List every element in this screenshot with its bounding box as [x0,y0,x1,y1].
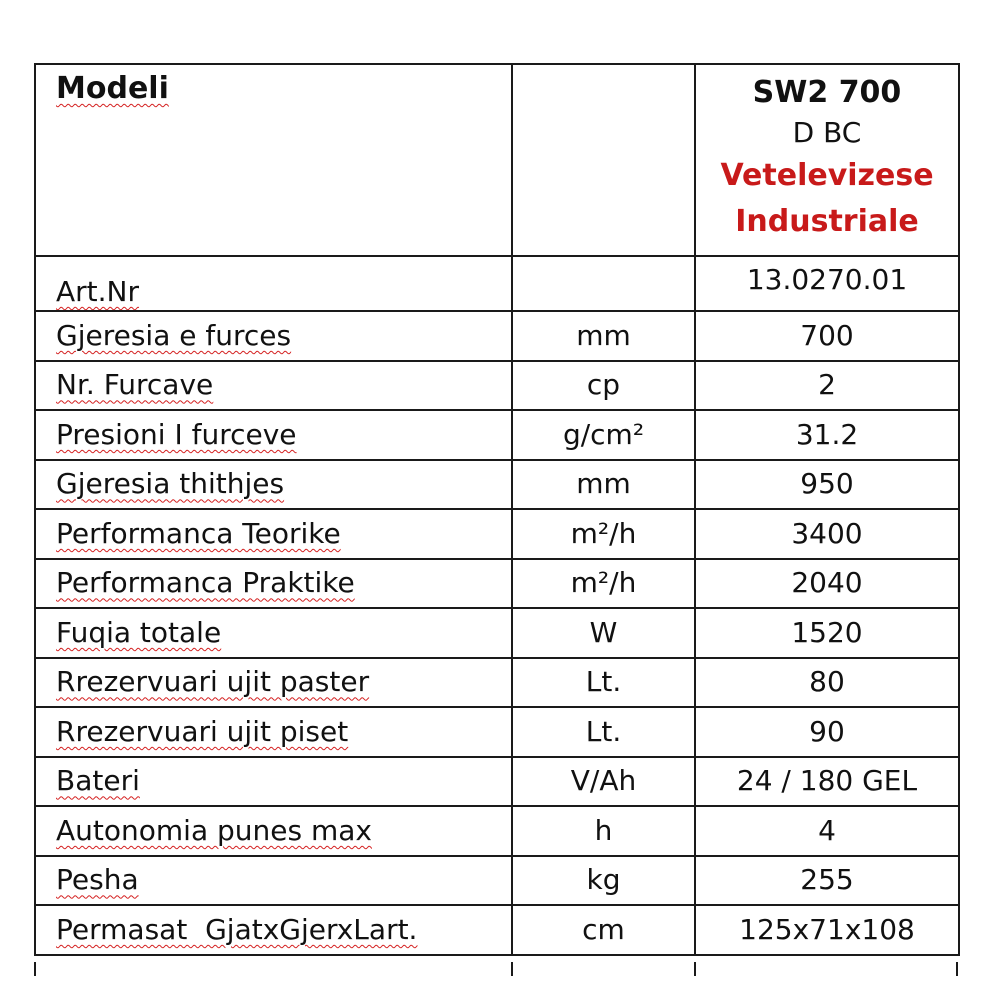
spec-value: 1520 [791,615,863,649]
spec-unit: mm [576,467,631,501]
spec-label: Pesha [56,863,139,897]
spec-row [35,608,959,658]
spec-label: Fuqia totale [56,615,222,649]
spec-value: 90 [809,714,845,748]
spec-unit: cm [582,912,625,946]
spec-row [35,707,959,757]
spec-unit: Lt. [585,714,622,748]
spec-unit-cell [512,707,695,757]
spec-label: Gjeresia e furces [56,318,292,352]
spec-unit: Lt. [585,665,622,699]
spec-label-cell [35,757,512,807]
spec-unit-cell [512,509,695,559]
artnr-value: 13.0270.01 [746,263,908,296]
spec-value-cell [695,311,959,361]
header-label: Modeli [56,71,169,106]
spec-label: Autonomia punes max [56,813,372,847]
spec-unit-cell [512,757,695,807]
spec-unit: g/cm² [562,417,645,451]
spec-unit-cell [512,905,695,955]
spec-unit-cell [512,658,695,708]
spec-unit: V/Ah [570,764,637,798]
spec-unit: mm [576,318,631,352]
stub-line-mid2 [694,962,696,976]
spec-unit: m²/h [570,516,637,550]
spec-label-cell [35,707,512,757]
artnr-unit-cell [512,256,695,311]
spec-unit-cell [512,311,695,361]
spec-label-cell [35,658,512,708]
header-label-cell [35,64,512,256]
header-row [35,64,959,256]
spec-table [34,63,960,956]
spec-unit: m²/h [570,566,637,600]
spec-label: Nr. Furcave [56,368,214,402]
spec-unit: kg [586,863,621,897]
spec-value: 3400 [791,516,863,550]
spec-value: 2040 [791,566,863,600]
spec-value: 2 [818,368,836,402]
spec-value-cell [695,856,959,906]
header-model-cell [695,64,959,256]
model-type-line1: Vetelevizese [720,158,934,193]
spec-value: 80 [809,665,845,699]
spec-label-cell [35,460,512,510]
spec-label: Performanca Praktike [56,566,355,600]
spec-value: 255 [800,863,854,897]
spec-value-cell [695,658,959,708]
spec-row [35,806,959,856]
spec-label: Rrezervuari ujit paster [56,665,370,699]
spec-row [35,757,959,807]
spec-label-cell [35,509,512,559]
spec-label-cell [35,905,512,955]
spec-value-cell [695,559,959,609]
spec-value-cell [695,361,959,411]
spec-value: 4 [818,813,836,847]
spec-unit-cell [512,460,695,510]
spec-label-cell [35,806,512,856]
spec-row [35,410,959,460]
spec-value-cell [695,509,959,559]
spec-unit: cp [586,368,621,402]
spec-unit-cell [512,559,695,609]
spec-row [35,905,959,955]
spec-label-cell [35,410,512,460]
spec-row [35,361,959,411]
spec-unit-cell [512,361,695,411]
spec-label: Bateri [56,764,140,798]
spec-value: 24 / 180 GEL [736,764,918,798]
artnr-row [35,256,959,311]
model-name: SW2 700 [752,75,902,110]
spec-label-cell [35,361,512,411]
table-bottom-stub [34,962,958,976]
spec-unit-cell [512,856,695,906]
spec-unit-cell [512,608,695,658]
spec-value: 700 [800,318,854,352]
spec-label-cell [35,608,512,658]
spec-value: 125x71x108 [739,912,915,946]
model-variant: D BC [792,116,862,149]
spec-row [35,460,959,510]
stub-line-right [956,962,958,976]
spec-unit: W [589,615,618,649]
artnr-label: Art.Nr [56,275,140,308]
spec-label-cell [35,856,512,906]
spec-value-cell [695,905,959,955]
artnr-label-cell [35,256,512,311]
spec-value-cell [695,806,959,856]
spec-unit: h [594,813,613,847]
spec-value-cell [695,757,959,807]
spec-label: Presioni I furceve [56,417,297,451]
stub-line-left [34,962,36,976]
header-unit-cell [512,64,695,256]
spec-row [35,311,959,361]
spec-value-cell [695,608,959,658]
spec-label: Gjeresia thithjes [56,467,285,501]
spec-value: 950 [800,467,854,501]
artnr-value-cell [695,256,959,311]
spec-row [35,559,959,609]
spec-label-cell [35,559,512,609]
model-type-line2: Industriale [735,204,919,239]
stub-line-mid1 [511,962,513,976]
spec-row [35,509,959,559]
spec-label: Performanca Teorike [56,516,341,550]
spec-label: Rrezervuari ujit piset [56,714,349,748]
spec-row [35,856,959,906]
spec-row [35,658,959,708]
spec-value-cell [695,410,959,460]
spec-value-cell [695,460,959,510]
spec-value-cell [695,707,959,757]
spec-unit-cell [512,410,695,460]
spec-label-cell [35,311,512,361]
spec-label: Permasat GjatxGjerxLart. [56,912,418,946]
spec-unit-cell [512,806,695,856]
spec-value: 31.2 [795,417,859,451]
